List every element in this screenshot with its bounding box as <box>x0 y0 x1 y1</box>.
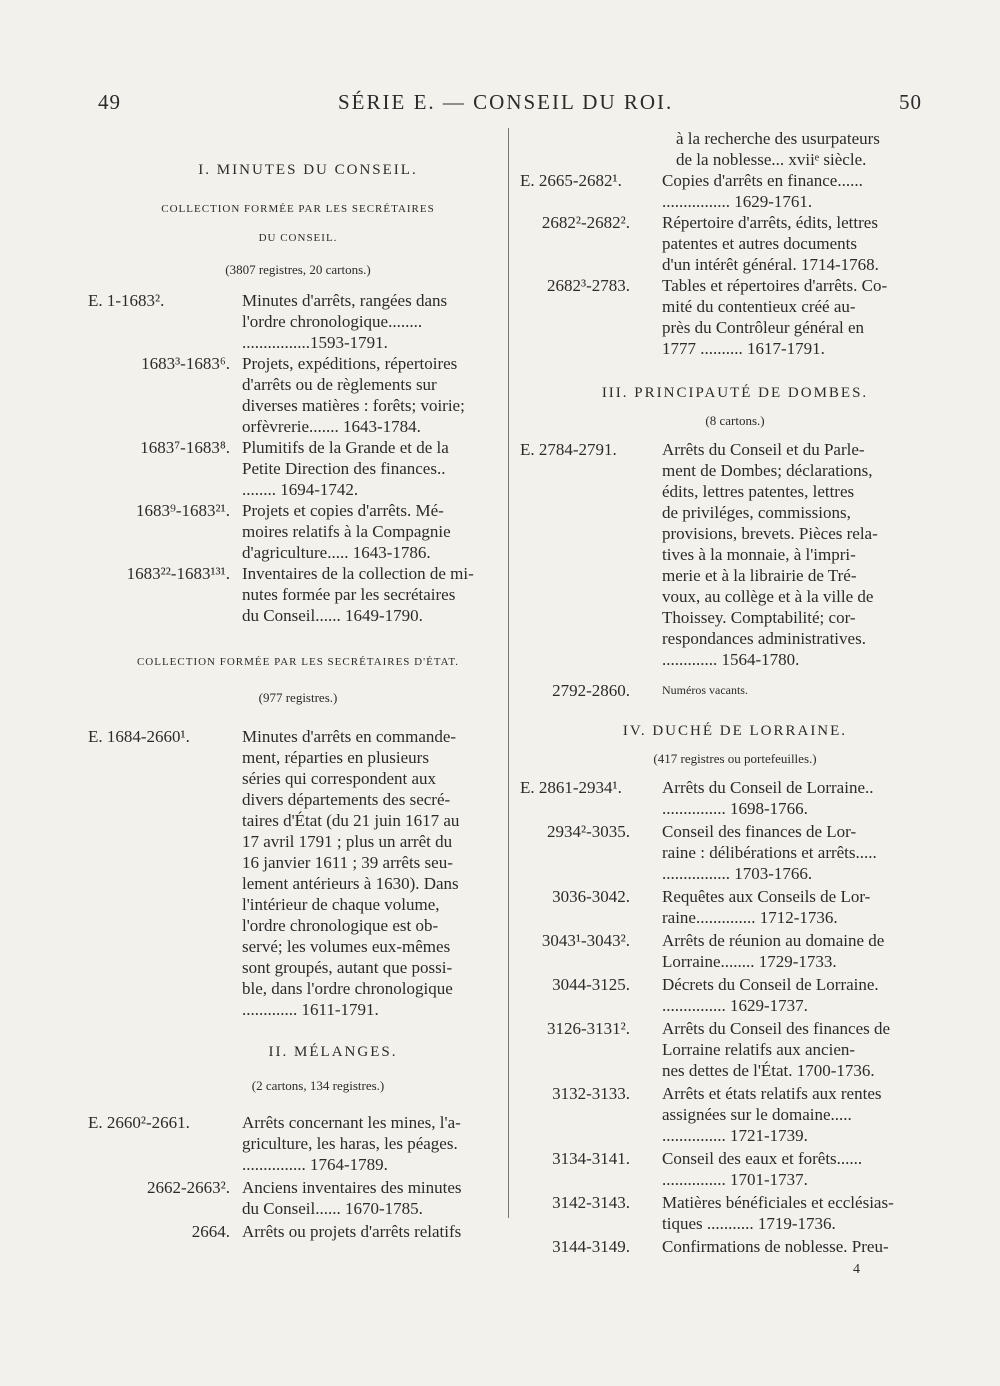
entry-row <box>520 212 920 275</box>
entry-row <box>88 500 508 563</box>
entry-line: ............... 1701-1737. <box>662 1170 808 1189</box>
entry-code: 2792-2860. <box>552 681 630 700</box>
entry-line: patentes et autres documents <box>662 234 857 253</box>
entry-description <box>662 212 920 275</box>
entry-code: 2934²-3035. <box>546 822 630 841</box>
entry-line: Projets et copies d'arrêts. Mé- <box>242 501 444 520</box>
entry-row <box>520 1236 920 1257</box>
entry-line: mité du contentieux créé au- <box>662 297 856 316</box>
entry-list <box>88 1112 508 1242</box>
section-note: (2 cartons, 134 registres.) <box>251 1078 385 1093</box>
entry-code: E. 2861-2934¹. <box>520 778 622 797</box>
entry-line: d'un intérêt général. 1714-1768. <box>662 255 879 274</box>
entry-code: E. 1-1683². <box>88 291 165 310</box>
entry-row <box>520 821 920 884</box>
page-number-left: 49 <box>98 90 121 114</box>
entry-line: nutes formée par les secrétaires <box>242 585 456 604</box>
entry-line: nes dettes de l'État. 1700-1736. <box>662 1061 875 1080</box>
entry-code: E. 2665-2682¹. <box>520 171 622 190</box>
entry-row <box>520 1148 920 1190</box>
section-title: I. MINUTES DU CONSEIL. <box>198 162 418 178</box>
entry-code: E. 1684-2660¹. <box>88 727 190 746</box>
column-divider <box>508 128 509 1218</box>
entry-description <box>662 886 920 928</box>
entry-line: l'intérieur de chaque volume, <box>242 895 440 914</box>
entry-description <box>662 1083 920 1146</box>
entry-list <box>88 726 508 1020</box>
entry-description <box>662 170 920 212</box>
entry-description <box>662 439 920 670</box>
entry-line: Arrêts du Conseil de Lorraine.. <box>662 778 874 797</box>
entry-line: d'agriculture..... 1643-1786. <box>242 543 431 562</box>
entry-code: 2664. <box>191 1222 230 1241</box>
entry-description <box>662 1148 920 1190</box>
entry-line: Thoissey. Comptabilité; cor- <box>662 608 856 627</box>
entry-code: 1683⁷-1683⁸. <box>140 438 230 457</box>
entry-line: tiques ........... 1719-1736. <box>662 1214 836 1233</box>
entry-line: séries qui correspondent aux <box>242 769 437 788</box>
section-note: (417 registres ou portefeuilles.) <box>653 751 817 766</box>
entry-line: respondances administratives. <box>662 629 866 648</box>
entry-line: Arrêts du Conseil et du Parle- <box>662 440 865 459</box>
entry-row <box>520 1192 920 1234</box>
entry-list <box>88 290 508 626</box>
entry-line: raine.............. 1712-1736. <box>662 908 838 927</box>
entry-line: Arrêts du Conseil des finances de <box>662 1019 891 1038</box>
entry-line: merie et à la librairie de Tré- <box>662 566 857 585</box>
entry-description <box>242 1112 508 1175</box>
entry-line: orfèvrerie....... 1643-1784. <box>242 417 421 436</box>
entry-line: l'ordre chronologique est ob- <box>242 916 439 935</box>
entry-line: ment, réparties en plusieurs <box>242 748 429 767</box>
page-number-right: 50 <box>899 90 922 114</box>
entry-line: Petite Direction des finances.. <box>242 459 446 478</box>
entry-line: divers départements des secré- <box>242 790 451 809</box>
entry-line: voux, au collège et à la ville de <box>662 587 874 606</box>
entry-description <box>662 1236 920 1257</box>
entry-line: ................ 1629-1761. <box>662 192 813 211</box>
entry-line: raine : délibérations et arrêts..... <box>662 843 877 862</box>
entry-line: Lorraine........ 1729-1733. <box>662 952 837 971</box>
entry-line: du Conseil...... 1649-1790. <box>242 606 423 625</box>
entry-description <box>242 290 508 353</box>
entry-line: Confirmations de noblesse. Preu- <box>662 1237 889 1256</box>
entry-line: Minutes d'arrêts en commande- <box>242 727 457 746</box>
entry-row <box>520 1083 920 1146</box>
entry-code: 3132-3133. <box>552 1084 630 1103</box>
entry-row <box>520 275 920 359</box>
section-subtitle: COLLECTION FORMÉE PAR LES SECRÉTAIRES D'ÉTAT. <box>136 656 460 668</box>
entry-code: 2662-2663². <box>146 1178 230 1197</box>
page-header <box>98 90 922 120</box>
entry-line: Plumitifs de la Grande et de la <box>242 438 449 457</box>
entry-line: taires d'État (du 21 juin 1617 au <box>242 811 460 830</box>
section-title: III. PRINCIPAUTÉ DE DOMBES. <box>601 385 869 401</box>
entry-code: 1683⁹-1683²¹. <box>135 501 230 520</box>
entry-description <box>242 500 508 563</box>
continued-text <box>676 128 920 170</box>
entry-description <box>242 1221 508 1242</box>
entry-line: servé; les volumes eux-mêmes <box>242 937 451 956</box>
entry-row <box>520 1018 920 1081</box>
entry-code: 1683²²-1683¹³¹. <box>126 564 230 583</box>
page-title: SÉRIE E. — CONSEIL DU ROI. <box>338 90 674 114</box>
entry-line: 1777 .......... 1617-1791. <box>662 339 825 358</box>
entry-row <box>520 777 920 819</box>
entry-line: Copies d'arrêts en finance...... <box>662 171 863 190</box>
entry-code: 3036-3042. <box>552 887 630 906</box>
entry-row <box>88 1177 508 1219</box>
signature-mark: 4 <box>853 1262 860 1277</box>
entry-description <box>662 821 920 884</box>
entry-description <box>242 353 508 437</box>
entry-row <box>520 886 920 928</box>
entry-line: Projets, expéditions, répertoires <box>242 354 458 373</box>
entry-description <box>242 437 508 500</box>
entry-description <box>242 563 508 626</box>
entry-line: ................ 1703-1766. <box>662 864 813 883</box>
entry-row <box>88 1112 508 1175</box>
entry-row <box>520 974 920 1016</box>
entry-line: assignées sur le domaine..... <box>662 1105 852 1124</box>
entry-list <box>520 439 920 701</box>
entry-line: de priviléges, commissions, <box>662 503 851 522</box>
entry-line: Numéros vacants. <box>662 683 748 697</box>
entry-description <box>662 777 920 819</box>
entry-code: 3134-3141. <box>552 1149 630 1168</box>
entry-line: à la recherche des usurpateurs <box>676 129 880 148</box>
entry-code: 3043¹-3043². <box>541 931 630 950</box>
entry-code: E. 2660²-2661. <box>88 1113 190 1132</box>
entry-line: Répertoire d'arrêts, édits, lettres <box>662 213 878 232</box>
entry-line: Tables et répertoires d'arrêts. Co- <box>662 276 888 295</box>
entry-row <box>88 437 508 500</box>
entry-line: ............... 1629-1737. <box>662 996 808 1015</box>
entry-line: provisions, brevets. Pièces rela- <box>662 524 878 543</box>
entry-line: diverses matières : forêts; voirie; <box>242 396 465 415</box>
entry-list <box>520 170 920 359</box>
entry-description <box>242 1177 508 1219</box>
section-title: IV. DUCHÉ DE LORRAINE. <box>622 723 848 739</box>
entry-code: 3142-3143. <box>552 1193 630 1212</box>
entry-code: 3044-3125. <box>552 975 630 994</box>
entry-row <box>88 1221 508 1242</box>
entry-line: Arrêts de réunion au domaine de <box>662 931 885 950</box>
entry-line: l'ordre chronologique........ <box>242 312 423 331</box>
entry-line: griculture, les haras, les péages. <box>242 1134 458 1153</box>
entry-description <box>662 275 920 359</box>
entry-code: 3126-3131². <box>546 1019 630 1038</box>
entry-line: Matières bénéficiales et ecclésias- <box>662 1193 894 1212</box>
entry-row <box>520 930 920 972</box>
entry-line: ............. 1611-1791. <box>242 1000 379 1019</box>
entry-line: d'arrêts ou de règlements sur <box>242 375 437 394</box>
section-note: (8 cartons.) <box>705 413 765 428</box>
entry-line: moires relatifs à la Compagnie <box>242 522 451 541</box>
entry-code: 2682²-2682². <box>541 213 630 232</box>
section-note: (977 registres.) <box>258 690 338 705</box>
entry-line: de la noblesse... xviiᵉ siècle. <box>676 150 867 169</box>
entry-code: 1683³-1683⁶. <box>141 354 230 373</box>
entry-line: Requêtes aux Conseils de Lor- <box>662 887 871 906</box>
entry-line: tives à la monnaie, à l'impri- <box>662 545 856 564</box>
entry-line: Minutes d'arrêts, rangées dans <box>242 291 448 310</box>
entry-description <box>662 974 920 1016</box>
left-column <box>88 160 508 1242</box>
entry-row <box>88 726 508 1020</box>
right-column <box>520 128 920 1280</box>
entry-line: Conseil des finances de Lor- <box>662 822 857 841</box>
entry-row <box>88 563 508 626</box>
entry-line: Arrêts concernant les mines, l'a- <box>242 1113 461 1132</box>
section-title: II. MÉLANGES. <box>268 1044 398 1060</box>
entry-code: 2682³-2783. <box>546 276 630 295</box>
entry-line: ................1593-1791. <box>242 333 388 352</box>
entry-line: Conseil des eaux et forêts...... <box>662 1149 863 1168</box>
entry-list <box>520 777 920 1257</box>
entry-line: Arrêts et états relatifs aux rentes <box>662 1084 882 1103</box>
entry-row <box>88 290 508 353</box>
entry-line: Décrets du Conseil de Lorraine. <box>662 975 879 994</box>
entry-row <box>88 353 508 437</box>
entry-line: Lorraine relatifs aux ancien- <box>662 1040 856 1059</box>
entry-line: Anciens inventaires des minutes <box>242 1178 462 1197</box>
entry-line: ............... 1764-1789. <box>242 1155 388 1174</box>
entry-line: du Conseil...... 1670-1785. <box>242 1199 423 1218</box>
entry-line: sont groupés, autant que possi- <box>242 958 453 977</box>
entry-row <box>520 170 920 212</box>
entry-line: 16 janvier 1611 ; 39 arrêts seu- <box>242 853 453 872</box>
entry-line: 17 avril 1791 ; plus un arrêt du <box>242 832 453 851</box>
entry-line: ment de Dombes; déclarations, <box>662 461 873 480</box>
entry-code: 3144-3149. <box>552 1237 630 1256</box>
entry-line: Arrêts ou projets d'arrêts relatifs <box>242 1222 462 1241</box>
entry-description <box>662 680 920 701</box>
entry-description <box>242 726 508 1020</box>
entry-row <box>520 439 920 670</box>
entry-line: lement antérieurs à 1630). Dans <box>242 874 459 893</box>
entry-line: édits, lettres patentes, lettres <box>662 482 855 501</box>
entry-line: ............. 1564-1780. <box>662 650 800 669</box>
entry-code: E. 2784-2791. <box>520 440 617 459</box>
entry-description <box>662 1018 920 1081</box>
entry-row <box>520 680 920 701</box>
entry-line: ........ 1694-1742. <box>242 480 359 499</box>
entry-line: ............... 1698-1766. <box>662 799 808 818</box>
section-note: (3807 registres, 20 cartons.) <box>225 262 371 277</box>
entry-line: près du Contrôleur général en <box>662 318 865 337</box>
section-subtitle: DU CONSEIL. <box>258 232 338 244</box>
entry-description <box>662 930 920 972</box>
section-subtitle: COLLECTION FORMÉE PAR LES SECRÉTAIRES <box>161 203 435 215</box>
entry-description <box>662 1192 920 1234</box>
entry-line: Inventaires de la collection de mi- <box>242 564 474 583</box>
entry-line: ............... 1721-1739. <box>662 1126 808 1145</box>
entry-line: ble, dans l'ordre chronologique <box>242 979 453 998</box>
